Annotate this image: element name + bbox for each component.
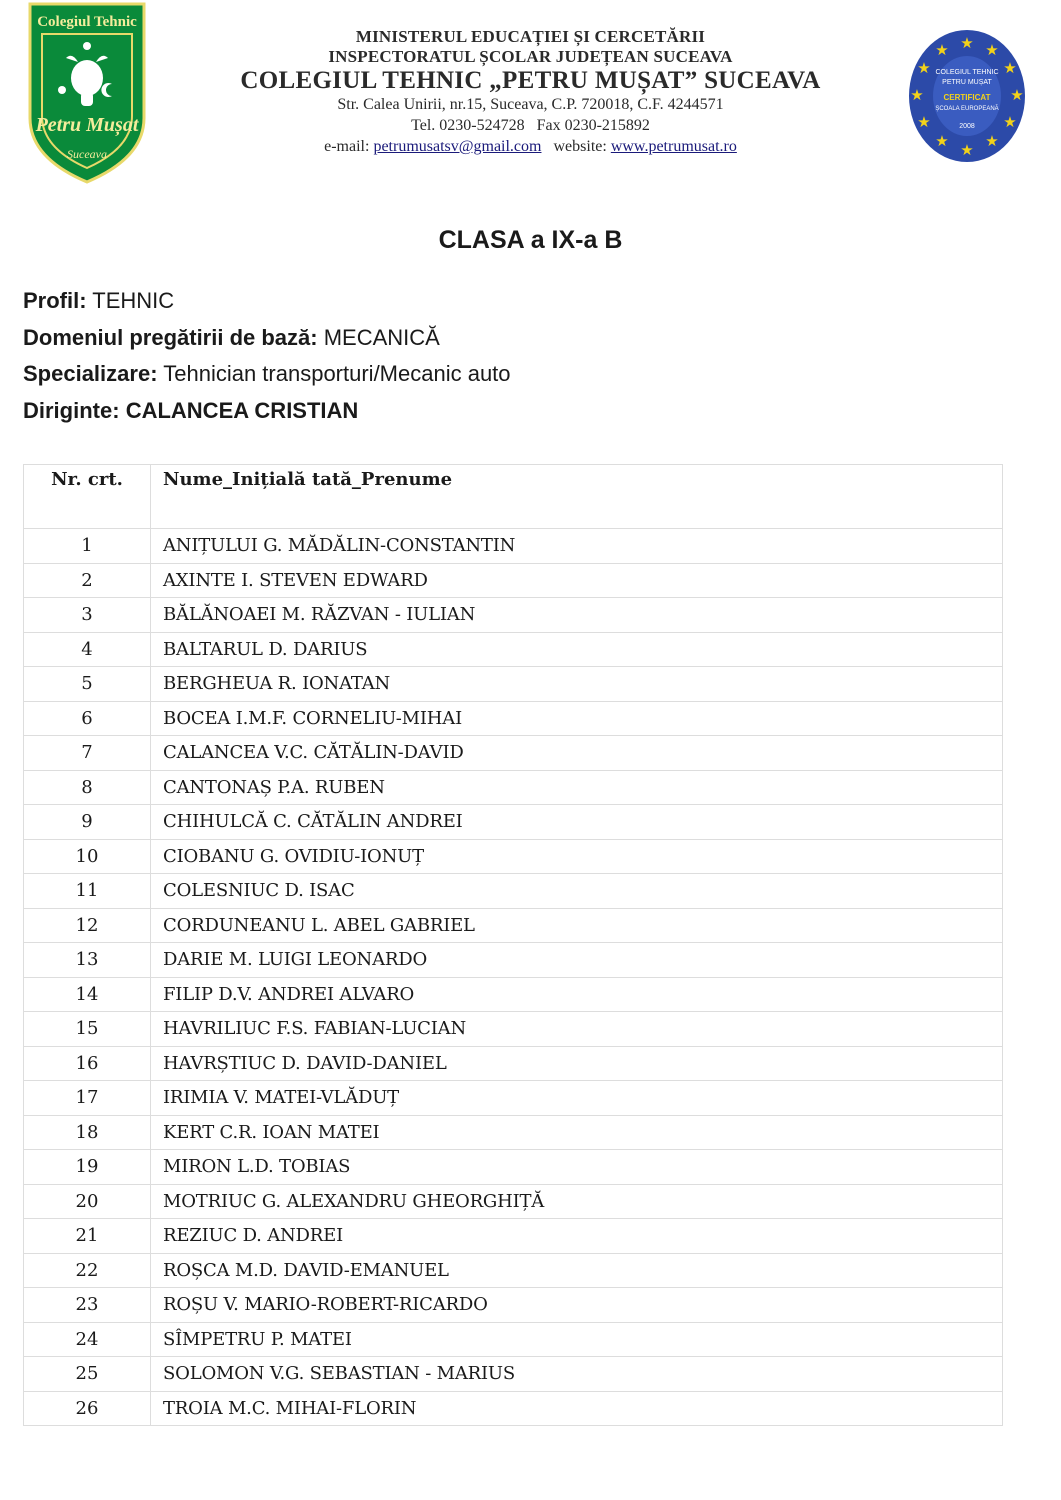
table-row bbox=[24, 1357, 1003, 1392]
svg-text:★: ★ bbox=[910, 88, 924, 104]
student-name: TROIA M.C. MIHAI-FLORIN bbox=[151, 1391, 1003, 1426]
table-row bbox=[24, 1115, 1003, 1150]
row-number: 26 bbox=[24, 1391, 151, 1426]
student-name: CORDUNEANU L. ABEL GABRIEL bbox=[151, 908, 1003, 943]
table-row bbox=[24, 529, 1003, 564]
table-row bbox=[24, 805, 1003, 840]
row-number: 4 bbox=[24, 632, 151, 667]
row-number: 23 bbox=[24, 1288, 151, 1323]
svg-text:★: ★ bbox=[960, 143, 974, 159]
row-number: 1 bbox=[24, 529, 151, 564]
student-table bbox=[23, 464, 1003, 1426]
student-name: HAVRȘTIUC D. DAVID-DANIEL bbox=[151, 1046, 1003, 1081]
row-number: 3 bbox=[24, 598, 151, 633]
letterhead bbox=[200, 22, 861, 155]
row-number: 7 bbox=[24, 736, 151, 771]
school-contact bbox=[200, 139, 861, 155]
svg-text:★: ★ bbox=[1003, 115, 1017, 131]
student-name: CANTONAȘ P.A. RUBEN bbox=[151, 770, 1003, 805]
profil-row bbox=[23, 286, 511, 323]
student-name: AXINTE I. STEVEN EDWARD bbox=[151, 563, 1003, 598]
student-name: CALANCEA V.C. CĂTĂLIN-DAVID bbox=[151, 736, 1003, 771]
crest-line2: Petru Mușat bbox=[35, 114, 139, 136]
table-row bbox=[24, 977, 1003, 1012]
svg-text:★: ★ bbox=[1003, 61, 1017, 77]
specializare-value: Tehnician transporturi/Mecanic auto bbox=[163, 361, 511, 386]
domeniu-value: MECANICĂ bbox=[323, 324, 440, 350]
student-name: SÎMPETRU P. MATEI bbox=[151, 1322, 1003, 1357]
table-row bbox=[24, 1150, 1003, 1185]
svg-text:★: ★ bbox=[985, 43, 999, 59]
student-name: SOLOMON V.G. SEBASTIAN - MARIUS bbox=[151, 1357, 1003, 1392]
table-row bbox=[24, 1184, 1003, 1219]
specializare-row bbox=[23, 359, 511, 396]
student-name: BERGHEUA R. IONATAN bbox=[151, 667, 1003, 702]
table-row bbox=[24, 701, 1003, 736]
row-number: 5 bbox=[24, 667, 151, 702]
student-name: CIOBANU G. OVIDIU-IONUȚ bbox=[151, 839, 1003, 874]
row-number: 14 bbox=[24, 977, 151, 1012]
website-label: website: bbox=[553, 138, 607, 155]
badge-year: 2008 bbox=[959, 123, 975, 130]
eu-certificate-badge bbox=[907, 28, 1027, 164]
svg-text:★: ★ bbox=[917, 115, 931, 131]
table-row bbox=[24, 667, 1003, 702]
student-name: IRIMIA V. MATEI-VLĂDUȚ bbox=[151, 1081, 1003, 1116]
school-address: Str. Calea Unirii, nr.15, Suceava, C.P. 720018, C.F. 4244571 bbox=[337, 96, 724, 113]
student-name: DARIE M. LUIGI LEONARDO bbox=[151, 943, 1003, 978]
crest-line1: Colegiul Tehnic bbox=[37, 14, 137, 30]
svg-text:★: ★ bbox=[935, 134, 949, 150]
svg-text:★: ★ bbox=[917, 61, 931, 77]
table-row bbox=[24, 1081, 1003, 1116]
table-row bbox=[24, 1288, 1003, 1323]
table-row bbox=[24, 563, 1003, 598]
student-name: COLESNIUC D. ISAC bbox=[151, 874, 1003, 909]
student-name: MOTRIUC G. ALEXANDRU GHEORGHIȚĂ bbox=[151, 1184, 1003, 1219]
table-row bbox=[24, 908, 1003, 943]
row-number: 12 bbox=[24, 908, 151, 943]
table-row bbox=[24, 1322, 1003, 1357]
badge-top: COLEGIUL TEHNIC bbox=[935, 69, 999, 76]
school-crest-logo bbox=[26, 0, 148, 184]
inspectorate-name: INSPECTORATUL ȘCOLAR JUDEȚEAN SUCEAVA bbox=[328, 47, 733, 66]
row-number: 10 bbox=[24, 839, 151, 874]
row-number: 18 bbox=[24, 1115, 151, 1150]
diriginte-label: Diriginte: bbox=[23, 397, 120, 423]
row-number: 22 bbox=[24, 1253, 151, 1288]
row-number: 19 bbox=[24, 1150, 151, 1185]
table-body bbox=[24, 529, 1003, 1426]
student-name: MIRON L.D. TOBIAS bbox=[151, 1150, 1003, 1185]
ministry-name: MINISTERUL EDUCAȚIEI ȘI CERCETĂRII bbox=[355, 27, 706, 46]
crest-line3: Suceava bbox=[67, 147, 107, 161]
table-row bbox=[24, 1391, 1003, 1426]
website-link[interactable]: www.petrumusat.ro bbox=[610, 138, 737, 155]
email-link[interactable]: petrumusatsv@gmail.com bbox=[373, 138, 542, 155]
table-row bbox=[24, 1219, 1003, 1254]
row-number: 24 bbox=[24, 1322, 151, 1357]
student-name: CHIHULCĂ C. CĂTĂLIN ANDREI bbox=[151, 805, 1003, 840]
student-name: ROȘCA M.D. DAVID-EMANUEL bbox=[151, 1253, 1003, 1288]
student-name: KERT C.R. IOAN MATEI bbox=[151, 1115, 1003, 1150]
table-row bbox=[24, 943, 1003, 978]
student-name: BĂLĂNOAEI M. RĂZVAN - IULIAN bbox=[151, 598, 1003, 633]
school-name: COLEGIUL TEHNIC „PETRU MUȘAT” SUCEAVA bbox=[240, 67, 821, 94]
badge-sub: PETRU MUȘAT bbox=[942, 79, 992, 86]
row-number: 13 bbox=[24, 943, 151, 978]
table-row bbox=[24, 1012, 1003, 1047]
badge-cert: CERTIFICAT bbox=[943, 93, 991, 102]
svg-text:★: ★ bbox=[960, 36, 974, 52]
email-label: e-mail: bbox=[324, 138, 370, 155]
table-row bbox=[24, 1253, 1003, 1288]
row-number: 2 bbox=[24, 563, 151, 598]
table-row bbox=[24, 770, 1003, 805]
table-row bbox=[24, 1046, 1003, 1081]
student-name: REZIUC D. ANDREI bbox=[151, 1219, 1003, 1254]
domeniu-label: Domeniul pregătirii de bază: bbox=[23, 324, 318, 350]
row-number: 6 bbox=[24, 701, 151, 736]
student-name: BOCEA I.M.F. CORNELIU-MIHAI bbox=[151, 701, 1003, 736]
profil-value: TEHNIC bbox=[92, 288, 175, 313]
row-number: 17 bbox=[24, 1081, 151, 1116]
badge-school: ȘCOALA EUROPEANĂ bbox=[935, 106, 999, 112]
table-row bbox=[24, 839, 1003, 874]
diriginte-row bbox=[23, 396, 511, 433]
row-number: 21 bbox=[24, 1219, 151, 1254]
student-name: FILIP D.V. ANDREI ALVARO bbox=[151, 977, 1003, 1012]
student-name: HAVRILIUC F.S. FABIAN-LUCIAN bbox=[151, 1012, 1003, 1047]
student-name: BALTARUL D. DARIUS bbox=[151, 632, 1003, 667]
row-number: 20 bbox=[24, 1184, 151, 1219]
school-phone-fax: Tel. 0230-524728 Fax 0230-215892 bbox=[411, 117, 650, 134]
row-number: 8 bbox=[24, 770, 151, 805]
domeniu-row bbox=[23, 323, 511, 360]
specializare-label: Specializare: bbox=[23, 361, 158, 386]
header-nr: Nr. crt. bbox=[24, 465, 151, 529]
svg-text:★: ★ bbox=[985, 134, 999, 150]
profil-label: Profil: bbox=[23, 288, 87, 313]
row-number: 9 bbox=[24, 805, 151, 840]
row-number: 11 bbox=[24, 874, 151, 909]
student-name: ANIȚULUI G. MĂDĂLIN-CONSTANTIN bbox=[151, 529, 1003, 564]
header-name: Nume_Inițială tată_Prenume bbox=[151, 465, 1003, 529]
row-number: 15 bbox=[24, 1012, 151, 1047]
svg-text:★: ★ bbox=[935, 43, 949, 59]
table-row bbox=[24, 598, 1003, 633]
table-row bbox=[24, 632, 1003, 667]
table-header-row bbox=[24, 465, 1003, 529]
svg-text:★: ★ bbox=[1010, 88, 1024, 104]
class-info bbox=[23, 286, 511, 432]
page-title: CLASA a IX-a B bbox=[438, 226, 623, 254]
table-row bbox=[24, 874, 1003, 909]
diriginte-value: CALANCEA CRISTIAN bbox=[125, 397, 359, 423]
row-number: 25 bbox=[24, 1357, 151, 1392]
student-name: ROȘU V. MARIO-ROBERT-RICARDO bbox=[151, 1288, 1003, 1323]
row-number: 16 bbox=[24, 1046, 151, 1081]
table-row bbox=[24, 736, 1003, 771]
